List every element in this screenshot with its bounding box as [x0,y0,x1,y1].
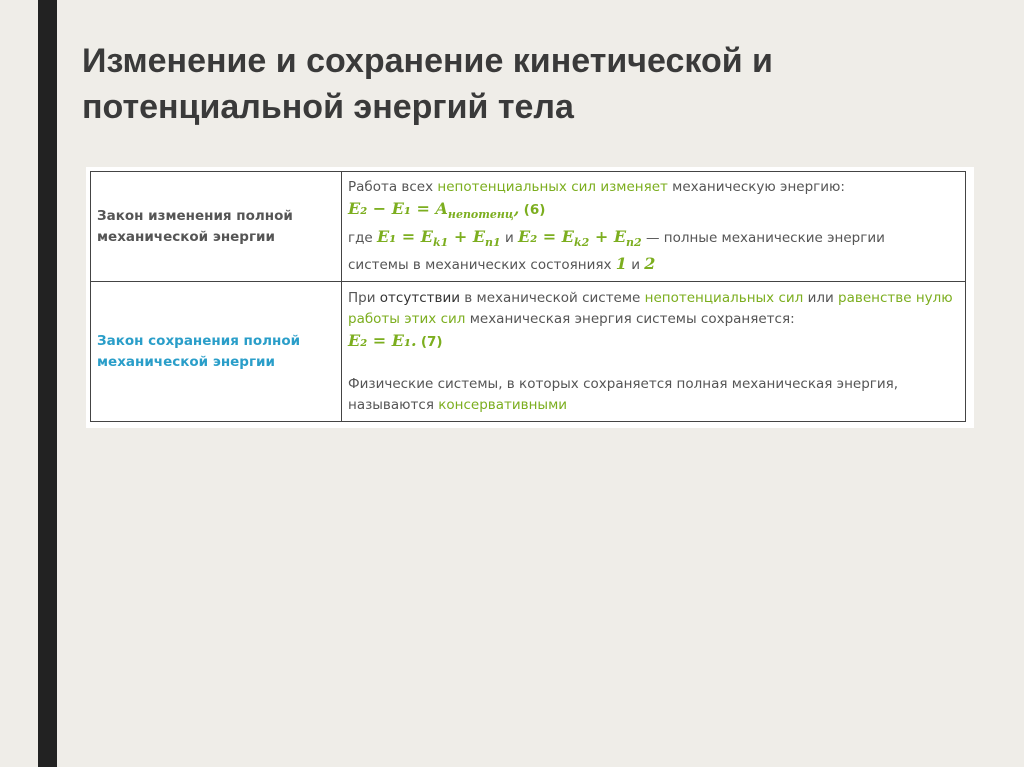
law-description-change [342,172,966,282]
laws-table [90,171,966,422]
law-description-conservation [342,282,966,422]
text-fragment: При [348,289,380,306]
equation-number-6: (6) [523,202,546,219]
highlight-text: непотенциальных сил [644,289,804,306]
text-fragment: отсутствии [379,289,460,306]
highlight-text: непотенциальных сил изменяет [437,179,668,196]
state-1: 1 [615,253,627,273]
text-fragment: в механической системе [460,289,645,306]
table-row [91,282,966,422]
law-name-change: Закон изменения полной механической энергии [91,172,342,282]
text-fragment: Физические системы, в которых сохраняется полная механическая энергия, называются [348,375,899,413]
text-fragment: и [500,229,519,246]
laws-table-image [86,167,974,428]
state-2: 2 [644,253,656,273]
text-fragment: и [626,256,645,273]
left-accent-bar [38,0,57,767]
formula-e1: $E_1 = E_{k1} + E_{п1}$ [377,226,501,249]
formula-e2: $E_2 = E_{k2} + E_{п2}$ [518,226,642,249]
text-fragment: системы в механических состояниях [348,256,616,273]
text-fragment: где [348,229,378,246]
slide-title: Изменение и сохранение кинетической и потенциальной энергий тела [82,42,773,126]
text-fragment: — полные механические энергии [641,229,885,246]
formula-7: E₂ = E₁. [348,330,417,350]
text-fragment: или [803,289,839,306]
text-fragment: механическую энергию: [667,179,845,196]
highlight-text: равенстве нулю работы этих сил [348,289,953,327]
spacer [348,353,959,374]
formula-6: $E_2 - E_1 = A_{непотенц}$, [348,199,520,222]
highlight-text: консервативными [438,396,568,413]
text-fragment: механическая энергия системы сохраняется: [465,310,795,327]
equation-number-7: (7) [420,333,443,350]
table-row [91,172,966,282]
law-name-conservation: Закон сохранения полной механической энергии [91,282,342,422]
text-fragment: Работа всех [348,179,438,196]
